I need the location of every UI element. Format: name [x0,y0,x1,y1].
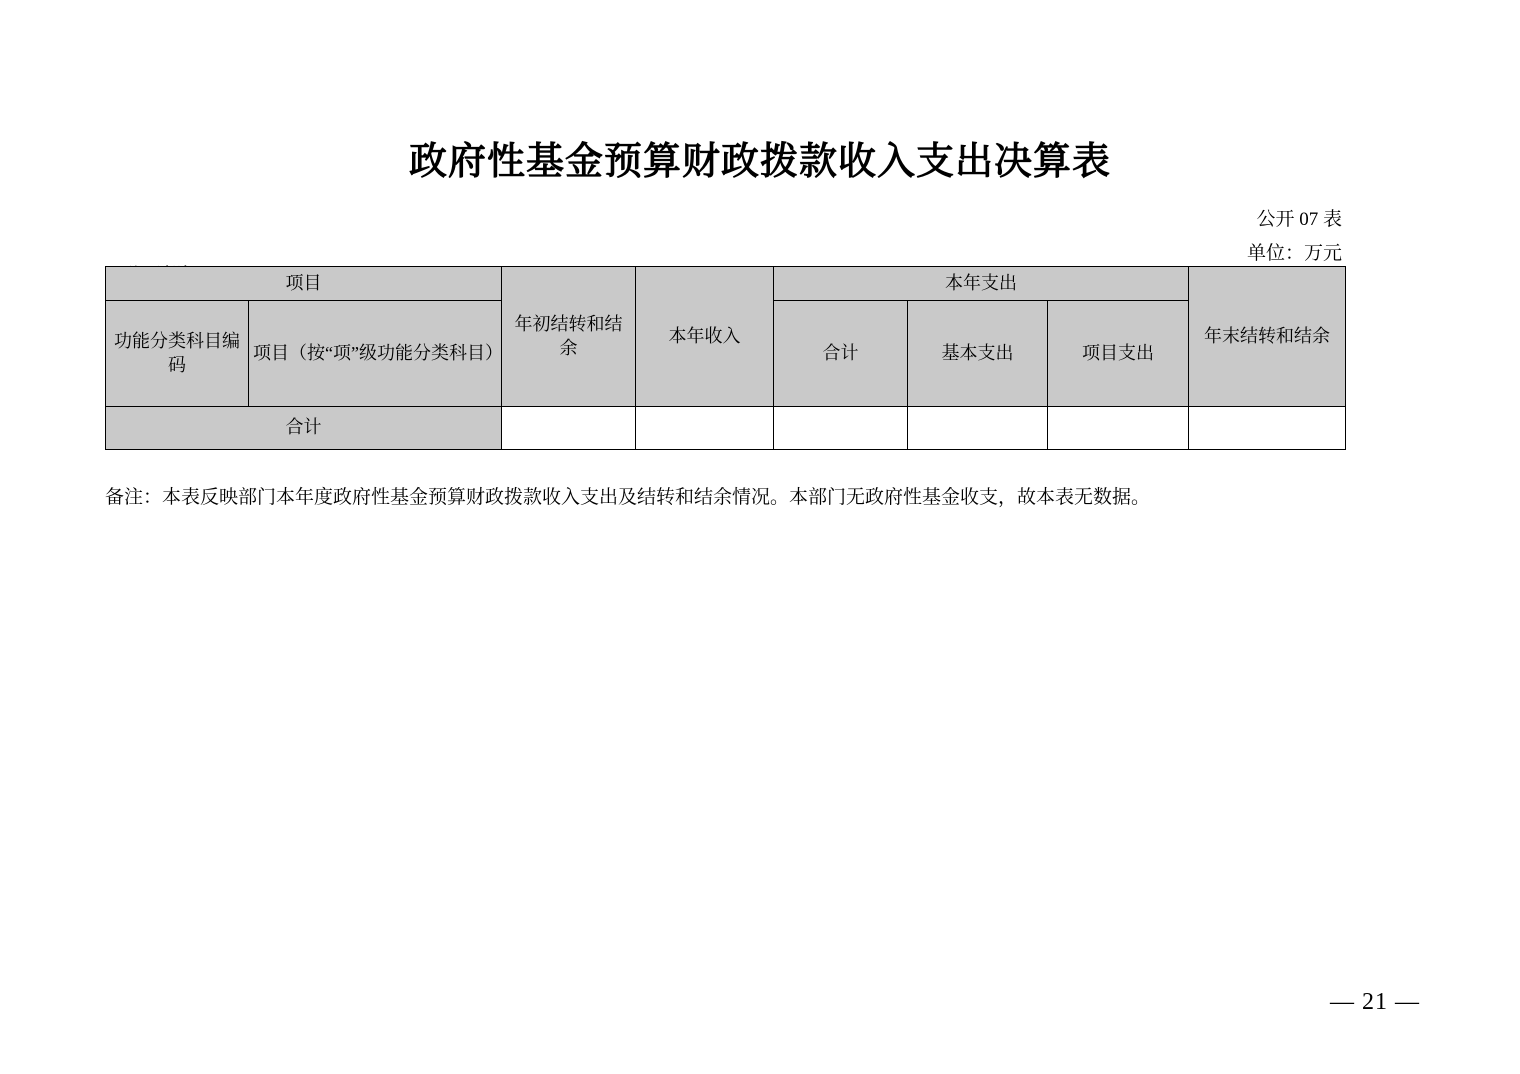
header-begin-balance: 年初结转和结余 [502,267,636,407]
total-expense-total [774,407,908,450]
total-begin-balance [502,407,636,450]
header-expense-total: 合计 [774,301,908,407]
unit-label: 单位：万元 [1246,243,1342,264]
total-basic-expense [908,407,1048,450]
header-basic-expense: 基本支出 [908,301,1048,407]
header-year-expense-group: 本年支出 [774,267,1189,301]
header-project-expense: 项目支出 [1048,301,1189,407]
total-end-balance [1189,407,1346,450]
table-header-row-1 [106,267,1346,301]
header-end-balance: 年末结转和结余 [1189,267,1346,407]
header-year-income: 本年收入 [636,267,774,407]
header-project-group: 项目 [106,267,502,301]
table-row [106,407,1346,450]
budget-table [105,266,1346,450]
sheet-number: 公开 07 表 [1256,209,1342,230]
page-number: — 21 — [1330,989,1420,1015]
total-row-label: 合计 [106,407,502,450]
total-year-income [636,407,774,450]
header-function-code: 功能分类科目编码 [106,301,249,407]
header-project-name: 项目（按“项”级功能分类科目） [249,301,502,407]
table-note: 备注：本表反映部门本年度政府性基金预算财政拨款收入支出及结转和结余情况。本部门无政府性基金收支，故本表无数据。 [105,487,1151,508]
page-title: 政府性基金预算财政拨款收入支出决算表 [408,141,1111,183]
total-project-expense [1048,407,1189,450]
